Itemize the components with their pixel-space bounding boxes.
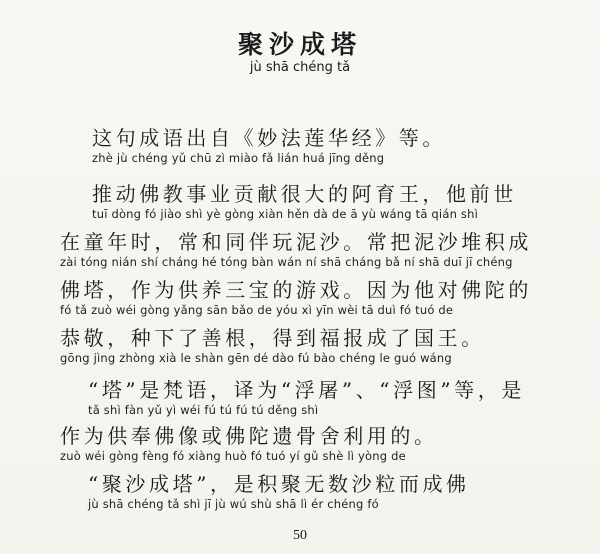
line-hanzi: 恭敬，种下了善根，得到福报成了国王。 xyxy=(60,326,485,350)
text-line xyxy=(88,378,525,417)
title-pinyin: jù shā chéng tǎ xyxy=(249,60,351,75)
line-hanzi: 推动佛教事业贡献很大的阿育王，他前世 xyxy=(92,182,517,206)
line-pinyin: zhè jù chéng yǔ chū zì miào fǎ lián huá jīng děng xyxy=(92,151,385,165)
line-pinyin: zài tóng nián shí cháng hé tóng bàn wán ní shā cháng bǎ ní shā duī jī chéng xyxy=(60,255,513,269)
line-pinyin: tǎ shì fàn yǔ yì wéi fú tú fú tú děng shì xyxy=(88,403,319,417)
line-pinyin: gōng jìng zhòng xià le shàn gēn dé dào fú bào chéng le guó wáng xyxy=(60,351,452,365)
line-pinyin: tuī dòng fó jiào shì yè gòng xiàn hěn dà de ā yù wáng tā qián shì xyxy=(92,207,478,221)
text-line xyxy=(92,126,446,165)
text-line xyxy=(60,278,532,317)
line-pinyin: zuò wéi gòng fèng fó xiàng huò fó tuó yí gǔ shè lì yòng de xyxy=(60,449,406,463)
line-pinyin: fó tǎ zuò wéi gòng yǎng sān bǎo de yóu xì yīn wèi tā duì fó tuó de xyxy=(60,303,454,317)
page-title: 聚沙成塔 xyxy=(237,30,362,59)
line-hanzi: 佛塔，作为供养三宝的游戏。因为他对佛陀的 xyxy=(60,278,532,302)
line-hanzi: 作为供奉佛像或佛陀遗骨舍利用的。 xyxy=(60,424,438,448)
line-pinyin: jù shā chéng tǎ shì jī jù wú shù shā lì ér chéng fó xyxy=(88,497,379,511)
text-line xyxy=(92,182,517,221)
text-line xyxy=(60,230,532,269)
text-line xyxy=(60,424,438,463)
page-number: 50 xyxy=(293,528,307,543)
text-line xyxy=(60,326,485,365)
line-hanzi: 在童年时，常和同伴玩泥沙。常把泥沙堆积成 xyxy=(60,230,532,254)
text-line xyxy=(88,472,470,511)
line-hanzi: “聚沙成塔”，是积聚无数沙粒而成佛 xyxy=(88,472,470,496)
line-hanzi: 这句成语出自《妙法莲华经》等。 xyxy=(92,126,446,150)
line-hanzi: “塔”是梵语，译为“浮屠”、“浮图”等，是 xyxy=(88,378,525,402)
